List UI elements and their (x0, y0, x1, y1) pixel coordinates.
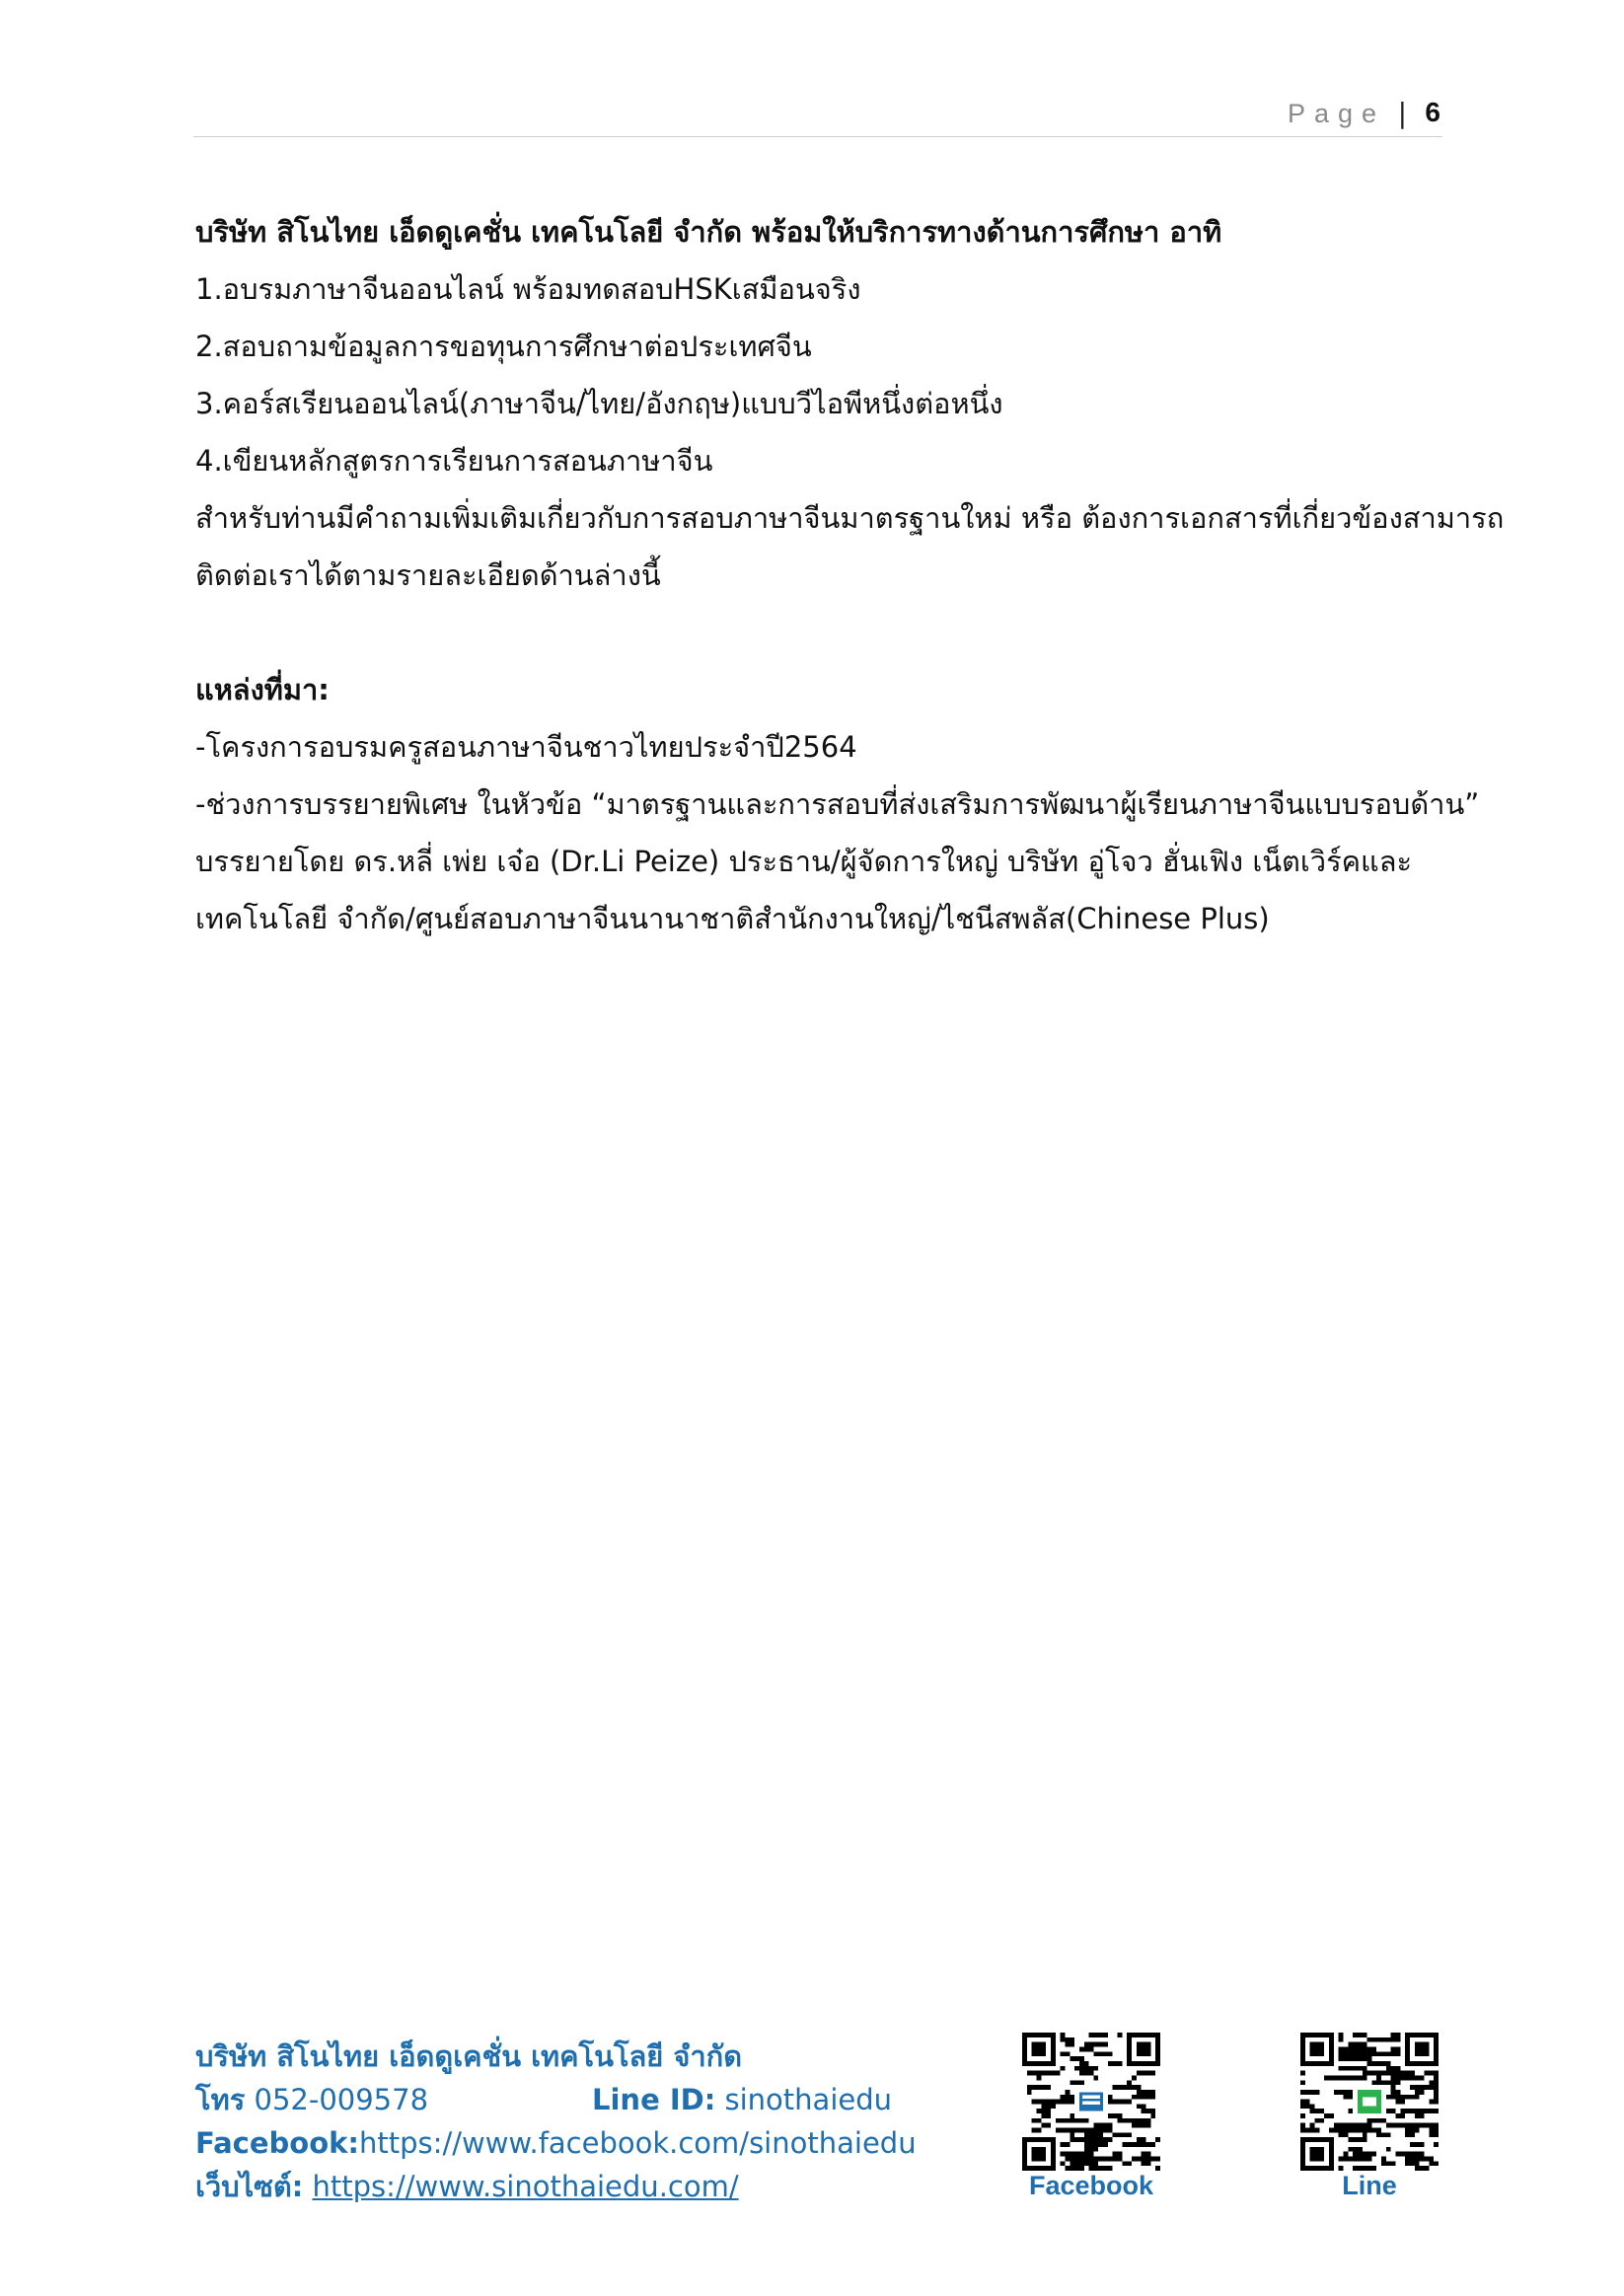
footer-website-row (195, 2165, 886, 2208)
facebook-qr-caption: Facebook (1028, 2171, 1154, 2200)
main-content (195, 203, 1505, 947)
service-item: 1.อบรมภาษาจีนออนไลน์ พร้อมทดสอบHSKเสมือนจริง (195, 272, 861, 306)
footer-phone-row (195, 2078, 893, 2121)
services-heading: บริษัท สิโนไทย เอ็ดดูเคชั่น เทคโนโลยี จำกัด พร้อมให้บริการทางด้านการศึกษา อาทิ (195, 215, 1222, 249)
page-label: Page (1287, 99, 1385, 128)
page-header (193, 95, 1442, 137)
website-link[interactable]: https://www.sinothaiedu.com/ (312, 2170, 739, 2203)
website-label: เว็บไซต์: (195, 2170, 304, 2203)
line-qr-caption: Line (1342, 2171, 1397, 2200)
line-id-group (592, 2078, 892, 2121)
line-id-label: Line ID: (592, 2083, 716, 2116)
sources-heading: แหล่งที่มา: (195, 673, 330, 706)
page-separator: | (1397, 97, 1407, 129)
service-item: 2.สอบถามข้อมูลการขอทุนการศึกษาต่อประเทศจีน (195, 330, 812, 363)
footer-contact (195, 2035, 917, 2208)
source-item: -โครงการอบรมครูสอนภาษาจีนชาวไทยประจำปี2564 (195, 730, 857, 764)
contact-note-line: สำหรับท่านมีคำถามเพิ่มเติมเกี่ยวกับการสอบภาษาจีนมาตรฐานใหม่ หรือ ต้องการเอกสารที่เกี่ยวข้องสามารถ (195, 501, 1505, 535)
facebook-qr-code[interactable] (1022, 2033, 1160, 2171)
phone-number[interactable]: 052-009578 (254, 2083, 429, 2116)
line-qr-code[interactable] (1300, 2033, 1439, 2171)
source-item-continued: เทคโนโลยี จำกัด/ศูนย์สอบภาษาจีนนานาชาติสำนักงานใหญ่/ไชนีสพลัส(Chinese Plus) (195, 902, 1270, 935)
footer-facebook-row (195, 2121, 917, 2165)
facebook-label: Facebook: (195, 2126, 360, 2160)
facebook-link[interactable]: https://www.facebook.com/sinothaiedu (359, 2126, 917, 2160)
service-item: 3.คอร์สเรียนออนไลน์(ภาษาจีน/ไทย/อังกฤษ)แบบวีไอพีหนึ่งต่อหนึ่ง (195, 387, 1003, 420)
source-item-continued: บรรยายโดย ดร.หลี่ เพ่ย เจ๋อ (Dr.Li Peize) ประธาน/ผู้จัดการใหญ่ บริษัท อู่โจว ฮั่นเฟิง เน็ตเวิร์คและ (195, 845, 1413, 878)
line-id-value[interactable]: sinothaiedu (724, 2083, 893, 2116)
contact-note-line: ติดต่อเราได้ตามรายละเอียดด้านล่างนี้ (195, 558, 661, 592)
page-number: 6 (1425, 97, 1440, 127)
footer-company-name: บริษัท สิโนไทย เอ็ดดูเคชั่น เทคโนโลยี จำกัด (195, 2039, 743, 2073)
source-item: -ช่วงการบรรยายพิเศษ ในหัวข้อ “มาตรฐานและการสอบที่ส่งเสริมการพัฒนาผู้เรียนภาษาจีนแบบรอบด้าน” (195, 787, 1480, 821)
phone-label: โทร (195, 2083, 246, 2116)
service-item: 4.เขียนหลักสูตรการเรียนการสอนภาษาจีน (195, 444, 713, 478)
